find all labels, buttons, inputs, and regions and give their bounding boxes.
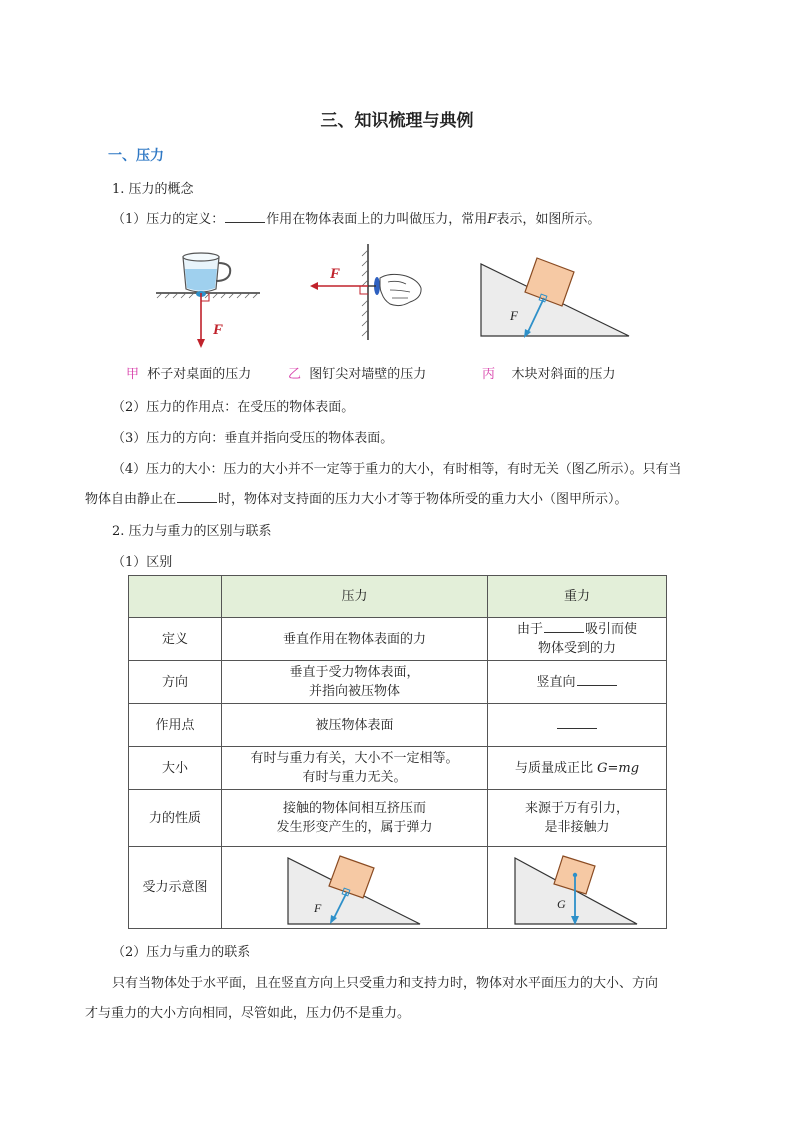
gravity-prefix: 与质量成正比 (514, 760, 598, 776)
caption-c (482, 363, 616, 382)
pressure-line: 有时与重力有关，大小不一定相等。 (250, 751, 459, 766)
row-label: 作用点 (129, 704, 222, 747)
item2-heading: 2. 压力与重力的区别与联系 (112, 524, 272, 539)
gravity-cell (488, 747, 667, 790)
incline-figure (478, 254, 632, 338)
pressure-cell: 被压物体表面 (222, 704, 488, 747)
thumbtack-figure (306, 242, 426, 342)
point-4-suffix: 时，物体对支持面的压力大小才等于物体所受的重力大小（图甲所示）。 (218, 492, 628, 507)
cup-force-label: F (213, 322, 224, 338)
point-3: （3）压力的方向：垂直并指向受压的物体表面。 (112, 431, 394, 446)
caption-b-text: 图钉尖对墙壁的压力 (309, 367, 427, 382)
pressure-diagram (286, 852, 424, 926)
gravity-prefix: 竖直向 (536, 674, 576, 690)
fill-blank[interactable] (577, 673, 617, 686)
point-2: （2）压力的作用点：在受压的物体表面。 (112, 400, 355, 415)
row-label: 大小 (129, 747, 222, 790)
gravity-diagram (513, 852, 641, 926)
header-gravity: 重力 (488, 576, 667, 618)
header-pressure: 压力 (222, 576, 488, 618)
item1-heading: 1. 压力的概念 (112, 182, 194, 197)
row-label: 方向 (129, 661, 222, 704)
gravity-cell (488, 618, 667, 661)
pressure-cell (222, 661, 488, 704)
definition-suffix: 作用在物体表面上的力叫做压力，常用 (266, 212, 488, 227)
definition-line (112, 208, 600, 227)
pressure-line: 并指向被压物体 (308, 684, 400, 699)
caption-c-text: 木块对斜面的压力 (511, 367, 616, 382)
pressure-line: 有时与重力无关。 (302, 770, 407, 785)
table-row (129, 847, 667, 929)
gravity-diagram-cell (488, 847, 667, 929)
caption-a-tag: 甲 (126, 367, 140, 382)
pressure-line: 发生形变产生的，属于弹力 (276, 820, 433, 835)
section-heading: 一、压力 (108, 148, 164, 164)
pressure-line: 接触的物体间相互挤压而 (282, 801, 426, 816)
relation-line1: 只有当物体处于水平面，且在竖直方向上只受重力和支持力时，物体对水平面压力的大小、方向 (112, 976, 659, 991)
gravity-suffix: 吸引而使 (585, 622, 638, 637)
gravity-cell (488, 661, 667, 704)
table-row (129, 790, 667, 847)
nail-force-label: F (330, 266, 341, 282)
diff-heading: （1）区别 (112, 555, 173, 570)
point-4-prefix: 物体自由静止在 (85, 492, 177, 507)
table-header-row (129, 576, 667, 618)
pressure-cell (222, 790, 488, 847)
point-4-line1: （4）压力的大小：压力的大小并不一定等于重力的大小，有时相等，有时无关（图乙所示）。只有当 (112, 462, 682, 477)
pressure-line: 垂直于受力物体表面， (289, 665, 420, 680)
force-symbol: F (487, 212, 497, 227)
header-cell (129, 576, 222, 618)
caption-a-text: 杯子对桌面的压力 (147, 367, 252, 382)
row-label: 受力示意图 (129, 847, 222, 929)
caption-c-tag: 丙 (482, 367, 496, 382)
gravity-line2: 物体受到的力 (537, 641, 616, 656)
fill-blank[interactable] (557, 716, 597, 729)
pressure-diagram-cell (222, 847, 488, 929)
caption-b (288, 363, 426, 382)
relation-line2: 才与重力的大小方向相同，尽管如此，压力仍不是重力。 (85, 1006, 411, 1021)
gravity-diagram-label: G (557, 896, 566, 911)
gravity-formula: G=mg (597, 760, 640, 776)
cup-figure (150, 245, 265, 350)
gravity-cell (488, 790, 667, 847)
fill-blank[interactable] (177, 490, 217, 503)
comparison-table (128, 575, 667, 929)
table-row (129, 618, 667, 661)
gravity-line: 来源于万有引力， (524, 801, 629, 816)
page-title: 三、知识梳理与典例 (320, 111, 474, 131)
definition-tail: 表示，如图所示。 (496, 212, 601, 227)
pressure-diagram-label: F (313, 900, 321, 915)
pressure-cell (222, 747, 488, 790)
gravity-cell (488, 704, 667, 747)
gravity-prefix: 由于 (516, 622, 543, 637)
row-label: 力的性质 (129, 790, 222, 847)
fill-blank[interactable] (225, 210, 265, 223)
row-label: 定义 (129, 618, 222, 661)
gravity-line: 是非接触力 (544, 820, 610, 835)
pressure-cell: 垂直作用在物体表面的力 (222, 618, 488, 661)
caption-a (126, 363, 251, 382)
block-force-label: F (510, 308, 518, 323)
table-row (129, 704, 667, 747)
relation-heading: （2）压力与重力的联系 (112, 945, 251, 960)
point-4-line2 (85, 488, 628, 507)
fill-blank[interactable] (544, 620, 584, 633)
table-row (129, 661, 667, 704)
definition-prefix: （1）压力的定义： (112, 212, 225, 227)
caption-b-tag: 乙 (288, 367, 302, 382)
table-row (129, 747, 667, 790)
